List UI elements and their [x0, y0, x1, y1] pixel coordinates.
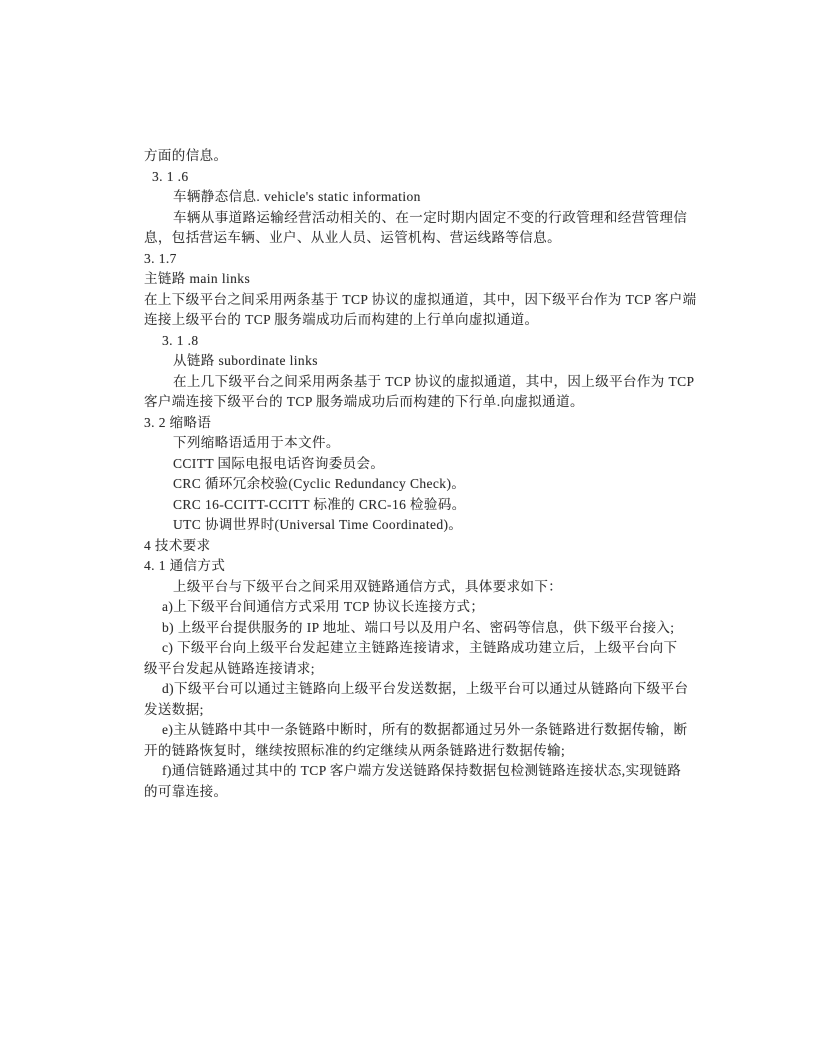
requirement-item-b: b) 上级平台提供服务的 IP 地址、端口号以及用户名、密码等信息，供下级平台接入;	[162, 619, 675, 635]
clause-number-3-1-6: 3. 1 .6	[152, 168, 189, 184]
term-vehicle-static-information: 车辆静态信息. vehicle's static information	[173, 189, 421, 204]
abbreviation-utc: UTC 协调世界时(Universal Time Coordinated)。	[173, 517, 463, 532]
definition-text-3-1-6-continuation: 息，包括营运车辆、业户、从业人员、运管机构、营运线路等信息。	[144, 230, 561, 245]
definition-text-3-1-8-continuation: 客户端连接下级平台的 TCP 服务端成功后而构建的下行单.向虚拟通道。	[144, 394, 584, 409]
requirement-item-e: e)主从链路中其中一条链路中断时，所有的数据都通过另外一条链路进行数据传输，断	[162, 722, 688, 737]
clause-number-3-1-8: 3. 1 .8	[162, 332, 199, 348]
requirement-item-c-continuation: 级平台发起从链路连接请求;	[144, 660, 315, 676]
definition-text-3-1-8: 在上几下级平台之间采用两条基于 TCP 协议的虚拟通道，其中，因上级平台作为 TCP	[173, 373, 695, 389]
document-text-block	[144, 146, 696, 802]
definition-text-3-1-6: 车辆从事道路运输经营活动相关的、在一定时期内固定不变的行政管理和经营管理信	[173, 209, 688, 225]
requirement-item-c: c) 下级平台向上级平台发起建立主链路连接请求，主链路成功建立后，上级平台向下	[162, 640, 678, 655]
requirement-item-a: a)上下级平台间通信方式采用 TCP 协议长连接方式；	[162, 599, 485, 614]
clause-heading-4-technical-requirements: 4 技术要求	[144, 537, 211, 553]
requirement-item-d: d)下级平台可以通过主链路向上级平台发送数据，上级平台可以通过从链路向下级平台	[162, 681, 689, 696]
abbreviation-crc: CRC 循环冗余校验(Cyclic Redundancy Check)。	[173, 476, 466, 491]
term-main-links: 主链路 main links	[144, 271, 251, 286]
clause-heading-3-2-abbreviations: 3. 2 缩略语	[144, 414, 212, 430]
clause-heading-4-1-communication-mode: 4. 1 通信方式	[144, 558, 226, 573]
requirement-item-e-continuation: 开的链路恢复时，继续按照标准的约定继续从两条链路进行数据传输;	[144, 742, 566, 758]
abbreviation-crc16-ccitt: CRC 16-CCITT-CCITT 标准的 CRC-16 检验码。	[173, 496, 466, 512]
abbreviation-ccitt: CCITT 国际电报电话咨询委员会。	[173, 455, 385, 471]
requirement-item-f-continuation: 的可靠连接。	[144, 783, 228, 799]
clause-number-3-1-7: 3. 1.7	[144, 250, 177, 266]
requirement-item-f: f)通信链路通过其中的 TCP 客户端方发送链路保持数据包检测链路连接状态,实现链路	[162, 763, 682, 778]
abbreviations-intro: 下列缩略语适用于本文件。	[173, 435, 340, 450]
requirements-intro: 上级平台与下级平台之间采用双链路通信方式，具体要求如下：	[173, 578, 563, 594]
requirement-item-d-continuation: 发送数据;	[144, 701, 204, 717]
definition-text-3-1-7-continuation: 连接上级平台的 TCP 服务端成功后而构建的上行单向虚拟通道。	[144, 312, 539, 327]
definition-text-3-1-7: 在上下级平台之间采用两条基于 TCP 协议的虚拟通道，其中，因下级平台作为 TCP 客户端	[144, 291, 697, 307]
body-text-continuation: 方面的信息。	[144, 148, 228, 163]
term-subordinate-links: 从链路 subordinate links	[173, 353, 318, 368]
